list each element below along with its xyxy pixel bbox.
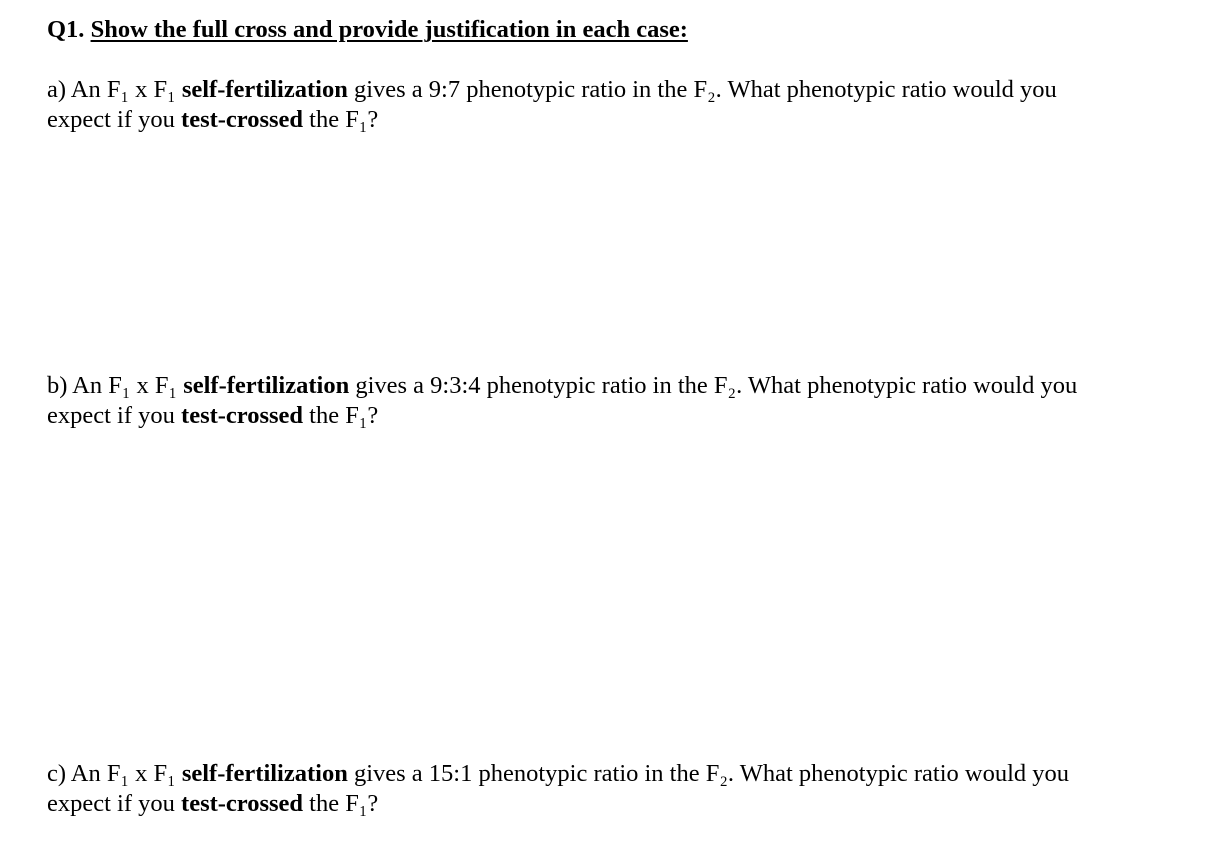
question-a-bold-term-2: test-crossed xyxy=(181,106,304,133)
question-c-line-2-prefix: expect if you xyxy=(47,790,182,817)
question-b-bold-term-2: test-crossed xyxy=(181,402,304,429)
question-b-bold-term: self-fertilization xyxy=(183,372,350,399)
question-a-line-1 xyxy=(47,75,1197,105)
question-c xyxy=(47,759,1197,819)
question-c-line-2 xyxy=(47,789,1197,819)
question-b-line-2 xyxy=(47,401,1197,431)
question-title: Show the full cross and provide justification in each case: xyxy=(90,16,688,43)
question-b xyxy=(47,371,1197,431)
question-c-bold-term-2: test-crossed xyxy=(181,790,304,817)
question-b-text: gives a 9:3:4 phenotypic ratio in the F₂. What phenotypic ratio would you xyxy=(349,372,1078,399)
question-a-text: gives a 9:7 phenotypic ratio in the F₂. What phenotypic ratio would you xyxy=(347,76,1057,103)
question-c-line-2-suffix: the F₁? xyxy=(303,790,379,817)
question-a-line-2-suffix: the F₁? xyxy=(303,106,379,133)
question-c-line-1 xyxy=(47,759,1197,789)
question-a-line-2 xyxy=(47,105,1197,135)
question-a-line-2-prefix: expect if you xyxy=(47,106,182,133)
question-heading xyxy=(47,13,688,47)
question-b-line-2-prefix: expect if you xyxy=(47,402,182,429)
question-a xyxy=(47,75,1197,135)
question-b-line-1 xyxy=(47,371,1197,401)
question-number: Q1. xyxy=(47,16,85,43)
question-c-text: gives a 15:1 phenotypic ratio in the F₂. What phenotypic ratio would you xyxy=(347,760,1070,787)
question-a-bold-term: self-fertilization xyxy=(181,76,348,103)
question-a-prefix: a) An F₁ x F₁ xyxy=(47,76,182,103)
question-b-line-2-suffix: the F₁? xyxy=(303,402,379,429)
question-c-prefix: c) An F₁ x F₁ xyxy=(47,760,182,787)
question-b-prefix: b) An F₁ x F₁ xyxy=(47,372,184,399)
question-c-bold-term: self-fertilization xyxy=(181,760,348,787)
